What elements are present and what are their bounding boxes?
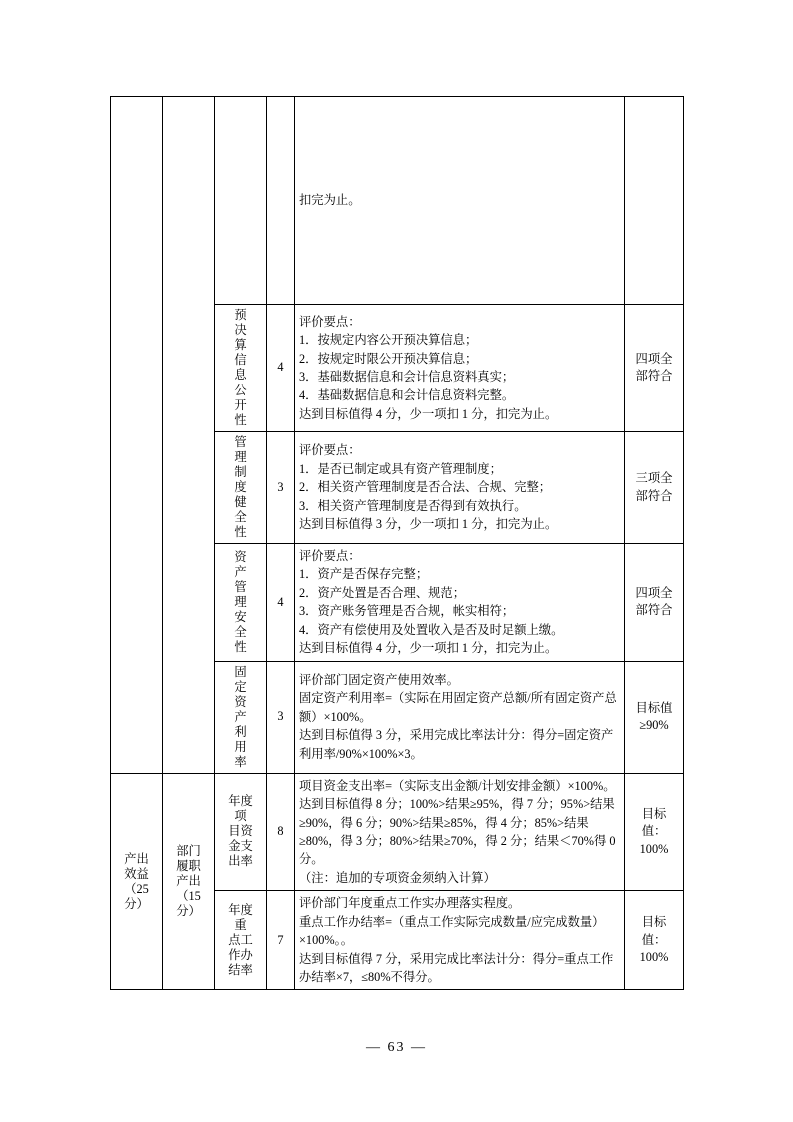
content-cell <box>295 773 625 891</box>
content-line: 评价部门年度重点工作实办理落实程度。 <box>299 896 521 911</box>
content-line: 3．相关资产管理制度是否得到有效执行。 <box>299 498 527 513</box>
content-line: 评价要点： <box>299 549 361 563</box>
content-line: 达到目标值得 8 分；100%>结果≥95%，得 7 分；95%>结果≥90%，得 6 分；90%>结果≥85%，得 4 分；85%>结果≥80%，得 3 分；80%>结果≥70%，得 2 分；结果＜70%得 0 分。 <box>299 797 616 867</box>
content-line: 1．是否已制定或具有资产管理制度； <box>299 461 502 476</box>
indicator-cell: 固 定 资 产 利 用 率 <box>215 661 267 773</box>
content-line: 3．资产账务管理是否合规，帐实相符； <box>299 604 515 619</box>
content-line: 4．基础数据信息和会计信息资料完整。 <box>299 388 515 403</box>
target-cell: 目标 值： 100% <box>625 773 684 891</box>
score-cell: 4 <box>267 305 295 432</box>
target-cell <box>625 97 684 305</box>
content-line: 扣完为止。 <box>299 193 361 208</box>
content-line: 达到目标值得 4 分，少一项扣 1 分，扣完为止。 <box>299 406 558 421</box>
score-cell: 4 <box>267 544 295 662</box>
indicator-cell: 预 决 算 信 息 公 开 性 <box>215 305 267 432</box>
score-cell: 8 <box>267 773 295 891</box>
content-line: 达到目标值得 3 分，采用完成比率法计分：得分=固定资产利用率/90%×100%×3。 <box>299 728 614 761</box>
target-cell: 四项全 部符合 <box>625 544 684 662</box>
content-line: 达到目标值得 4 分，少一项扣 1 分，扣完为止。 <box>299 641 558 656</box>
content-line: 达到目标值得 7 分，采用完成比率法计分：得分=重点工作办结率×7，≤80%不得分。 <box>299 951 614 984</box>
content-line: （注：追加的专项资金须纳入计算） <box>299 870 496 885</box>
page-number: — 63 — <box>366 1040 427 1055</box>
content-cell <box>295 891 625 990</box>
target-cell: 目标值 ≥90% <box>625 661 684 773</box>
content-line: 评价要点： <box>299 443 361 458</box>
target-cell: 目标 值： 100% <box>625 891 684 990</box>
content-line: 2．资产处置是否合理、规范； <box>299 585 466 600</box>
score-cell: 3 <box>267 432 295 544</box>
content-line: 评价部门固定资产使用效率。 <box>299 673 459 688</box>
content-cell <box>295 432 625 544</box>
indicator-cell: 管 理 制 度 健 全 性 <box>215 432 267 544</box>
content-line: 固定资产利用率=（实际在用固定资产总额/所有固定资产总额）×100%。 <box>299 691 617 724</box>
content-cell <box>295 544 625 662</box>
content-line: 4．资产有偿使用及处置收入是否及时足额上缴。 <box>299 622 564 637</box>
content-line: 2．相关资产管理制度是否合法、合规、完整； <box>299 480 552 495</box>
content-line: 2．按规定时限公开预决算信息； <box>299 351 478 366</box>
table-row <box>111 773 684 891</box>
indicator-cell: 资 产 管 理 安 全 性 <box>215 544 267 662</box>
content-cell <box>295 305 625 432</box>
category-cell: 部门 履职 产出 （15 分） <box>163 773 215 990</box>
indicator-cell: 年度 项 目资 金支 出率 <box>215 773 267 891</box>
content-line: 评价要点： <box>299 314 361 329</box>
content-line: 项目资金支出率=（实际支出金额/计划安排金额）×100%。 <box>299 778 616 793</box>
content-line: 达到目标值得 3 分，少一项扣 1 分，扣完为止。 <box>299 517 558 532</box>
content-cell <box>295 97 625 305</box>
content-line: 重点工作办结率=（重点工作实际完成数量/应完成数量）×100%。。 <box>299 914 605 948</box>
content-line: 1．按规定内容公开预决算信息； <box>299 333 478 348</box>
target-cell: 四项全 部符合 <box>625 305 684 432</box>
category-cell-empty <box>163 97 215 774</box>
content-cell <box>295 661 625 773</box>
target-cell: 三项全 部符合 <box>625 432 684 544</box>
dimension-cell-empty <box>111 97 163 774</box>
evaluation-table <box>110 96 684 990</box>
dimension-cell: 产出 效益 （25 分） <box>111 773 163 990</box>
content-line: 1．资产是否保存完整； <box>299 567 429 582</box>
content-line: 3．基础数据信息和会计信息资料真实； <box>299 370 515 384</box>
score-cell <box>267 97 295 305</box>
indicator-cell: 年度 重 点工 作办 结率 <box>215 891 267 990</box>
score-cell: 3 <box>267 661 295 773</box>
table-row <box>111 97 684 305</box>
indicator-cell <box>215 97 267 305</box>
score-cell: 7 <box>267 891 295 990</box>
